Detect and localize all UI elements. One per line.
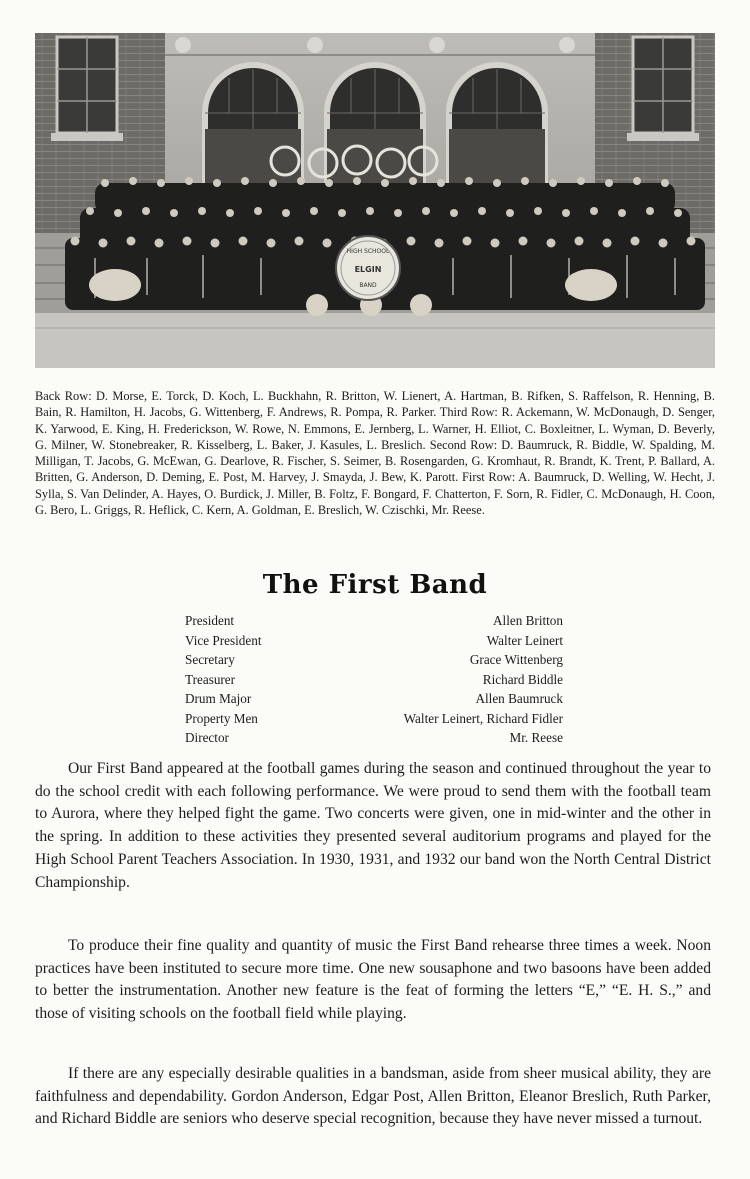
- officer-name: Walter Leinert: [486, 632, 563, 648]
- officer-name: Mr. Reese: [509, 730, 563, 745]
- officer-name: Allen Britton: [493, 613, 563, 628]
- officer-role: Property Men: [185, 710, 258, 726]
- officer-row: [185, 670, 563, 690]
- officer-role: Director: [185, 730, 229, 745]
- officer-name: Richard Biddle: [482, 671, 563, 687]
- bass-drum: [336, 236, 400, 300]
- officer-row: [185, 650, 563, 670]
- band-photo: [35, 33, 715, 368]
- band-photo-illustration: [35, 33, 715, 368]
- officer-row: [185, 709, 563, 729]
- officers-list: [185, 611, 563, 748]
- drum-label-line-2: ELGIN: [354, 265, 382, 274]
- officer-role: Secretary: [185, 652, 235, 667]
- left-window: [51, 37, 123, 141]
- officer-name: Allen Baumruck: [475, 691, 563, 706]
- body-paragraph: To produce their fine quality and quantity of music the First Band rehearse three times a week. Noon practices have been instituted to secure more time. One new sousaphone and two basoons have been added to better the instrumentation. Another new feature is the feat of forming the letters “E,” “E. H. S.,” and those of visiting schools on the football field while playing.: [35, 937, 711, 1023]
- drum-label-line-3: BAND: [359, 282, 377, 289]
- officer-role: Vice President: [185, 632, 262, 648]
- body-paragraph: If there are any especially desirable qualities in a bandsman, aside from sheer musical ability, they are faithfulness and dependability. Gordon Anderson, Edgar Post, Allen Britton, Eleanor Breslich, Ruth Parker, and Richard Biddle are seniors who deserve special recognition, because they have never missed a turnout.: [35, 1065, 711, 1128]
- page-title: The First Band: [262, 570, 488, 600]
- officer-name: Grace Wittenberg: [469, 652, 563, 667]
- officer-row: [185, 631, 563, 651]
- photo-caption: Back Row: D. Morse, E. Torck, D. Koch, L. Buckhahn, R. Britton, W. Lienert, A. Hartman, B. Rifken, S. Raffelson, R. Henning, B. Bain, R. Hamilton, H. Jacobs, G. Wittenberg, F. Andrews, R. Pompa, R. Parker. Third Row: R. Ackemann, W. McDonaugh, D. Senger, K. Yarwood, E. King, H. Frederickson, W. Rowe, N. Emmons, E. Jernberg, L. Warner, H. Elliot, C. Boxleitner, L. Wyman, D. Beverly, G. Milner, W. Stonebreaker, R. Kisselberg, L. Baker, J. Kasules, L. Breslich. Second Row: D. Baumruck, R. Biddle, W. Spalding, M. Milligan, T. Jacobs, G. McEwan, G. Dearlove, R. Fischer, S. Seimer, B. Rosengarden, G. Kromhaut, R. Brandt, K. Trent, P. Ballard, A. Britten, G. Anderson, D. Deming, E. Post, M. Harvey, J. Smayda, J. Bew, K. Parott. First Row: A. Baumruck, D. Welling, W. Hecht, J. Sylla, S. Van Delinder, A. Hayes, O. Burdick, J. Miller, B. Foltz, F. Bongard, F. Chatterton, F. Sorn, R. Fidler, C. McDonaugh, H. Coon, G. Bero, L. Griggs, R. Heflick, C. Kern, A. Goldman, E. Breslich, W. Czischki, Mr. Reese.: [35, 389, 715, 518]
- officer-row: [185, 611, 563, 631]
- officer-row: [185, 689, 563, 709]
- officer-role: Drum Major: [185, 691, 252, 706]
- officer-row: [185, 728, 563, 748]
- officer-name: Walter Leinert, Richard Fidler: [403, 710, 563, 726]
- drum-label-line-1: HIGH SCHOOL: [346, 248, 390, 255]
- body-paragraph: Our First Band appeared at the football games during the season and continued throughout the year to do the school credit with each following performance. We were proud to send them with the football team to Aurora, where they helped fight the game. Two concerts were given, one in mid-winter and the other in the spring. In addition to these activities they presented several auditorium programs and played for the High School Parent Teachers Association. In 1930, 1931, and 1932 our band won the North Central District Championship.: [35, 760, 711, 891]
- officer-role: Treasurer: [185, 671, 236, 687]
- right-window: [627, 37, 699, 141]
- officer-role: President: [185, 613, 235, 628]
